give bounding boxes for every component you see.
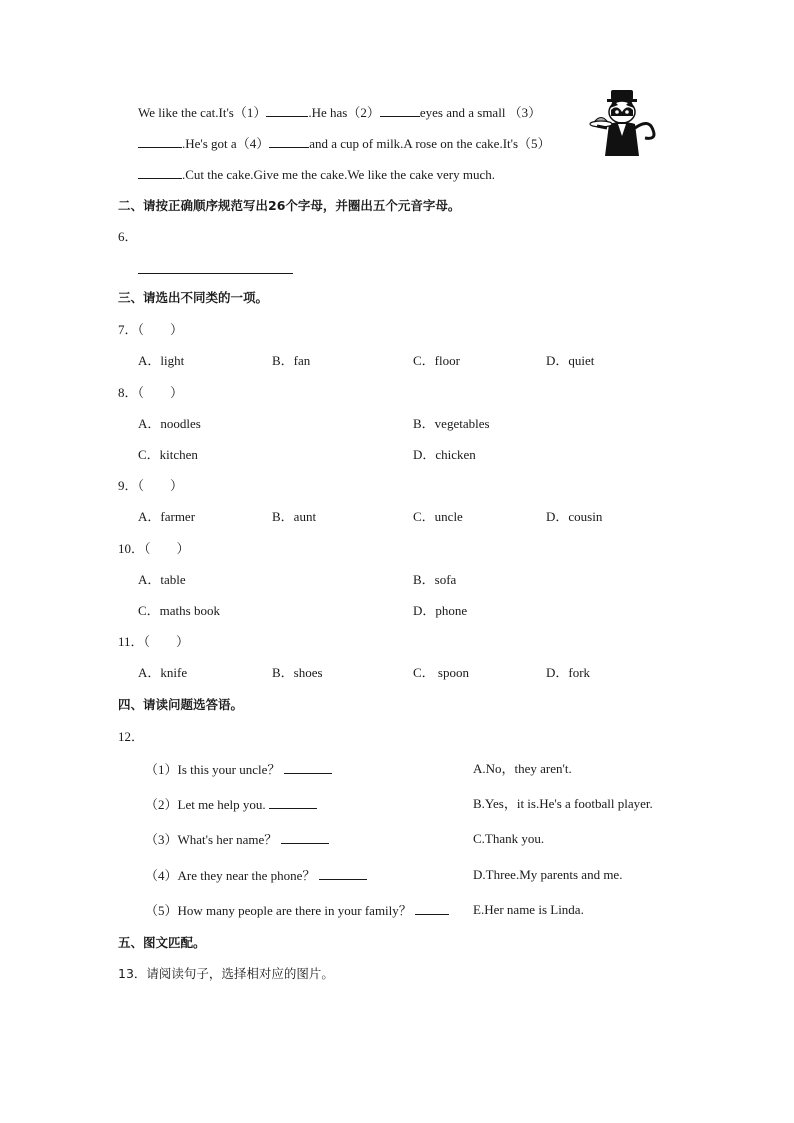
option-7c[interactable]: C．floor <box>413 353 460 368</box>
option-11c[interactable]: C． spoon <box>413 665 469 680</box>
option-10b[interactable]: B．sofa <box>413 572 457 587</box>
match-question-2 <box>145 796 317 813</box>
answer-option-d: D.Three.My parents and me. <box>473 867 623 882</box>
option-11b[interactable]: B．shoes <box>272 665 323 680</box>
section-3-heading: 三、请选出不同类的一项。 <box>118 290 269 305</box>
match-question-text: （4）Are they near the phone？ <box>145 868 316 883</box>
passage-text: eyes and a small （3） <box>419 105 542 120</box>
match-blank-4[interactable] <box>319 867 367 880</box>
answer-option-e: E.Her name is Linda. <box>473 902 584 917</box>
section-2-heading: 二、请按正确顺序规范写出26个字母，并圈出五个元音字母。 <box>118 198 461 213</box>
passage-text: We like the cat.It's（1） <box>138 105 267 120</box>
passage-text: .Cut the cake.Give me the cake.We like the cake very much. <box>182 167 495 182</box>
answer-blank-3[interactable] <box>138 135 182 148</box>
option-8c[interactable]: C．kitchen <box>138 447 198 462</box>
option-7d[interactable]: D．quiet <box>546 353 595 368</box>
match-blank-3[interactable] <box>281 831 329 844</box>
section-5-heading: 五、图文匹配。 <box>118 935 206 950</box>
question-8-number: 8．（ ） <box>118 385 184 400</box>
match-question-text: （5）How many people are there in your family？ <box>145 903 412 918</box>
question-11-number: 11．（ ） <box>118 634 190 649</box>
option-10a[interactable]: A．table <box>138 572 186 587</box>
cat-waiter-illustration <box>587 88 667 160</box>
match-question-3 <box>145 831 329 848</box>
option-10d[interactable]: D．phone <box>413 603 468 618</box>
match-question-4 <box>145 867 367 884</box>
option-11a[interactable]: A．knife <box>138 665 188 680</box>
question-9-number: 9．（ ） <box>118 478 184 493</box>
match-blank-1[interactable] <box>284 761 332 774</box>
alphabet-writing-line[interactable] <box>138 259 293 274</box>
passage-text: and a cup of milk.A rose on the cake.It's（5） <box>309 136 551 151</box>
answer-blank-4[interactable] <box>269 135 309 148</box>
answer-blank-1[interactable] <box>266 104 308 117</box>
option-9d[interactable]: D．cousin <box>546 509 603 524</box>
option-9a[interactable]: A．farmer <box>138 509 196 524</box>
match-question-text: （2）Let me help you. <box>145 797 266 812</box>
passage-line-3 <box>138 166 495 183</box>
question-7-number: 7．（ ） <box>118 322 184 337</box>
question-12-number: 12． <box>118 729 145 744</box>
option-8d[interactable]: D．chicken <box>413 447 476 462</box>
passage-text: .He's got a（4） <box>182 136 270 151</box>
question-13-prompt: 13．请阅读句子，选择相对应的图片。 <box>118 966 334 981</box>
option-11d[interactable]: D．fork <box>546 665 591 680</box>
match-blank-5[interactable] <box>415 902 449 915</box>
passage-text: .He has（2） <box>308 105 380 120</box>
option-9c[interactable]: C．uncle <box>413 509 463 524</box>
option-7a[interactable]: A．light <box>138 353 185 368</box>
answer-blank-5[interactable] <box>138 166 182 179</box>
answer-blank-2[interactable] <box>380 104 420 117</box>
answer-option-c: C.Thank you. <box>473 831 545 846</box>
match-question-text: （1）Is this your uncle？ <box>145 762 281 777</box>
option-8a[interactable]: A．noodles <box>138 416 201 431</box>
match-question-5 <box>145 902 449 919</box>
option-8b[interactable]: B．vegetables <box>413 416 490 431</box>
passage-line-2 <box>138 135 551 152</box>
match-question-1 <box>145 761 332 778</box>
option-9b[interactable]: B．aunt <box>272 509 317 524</box>
match-blank-2[interactable] <box>269 796 317 809</box>
answer-option-a: A.No，they aren't. <box>473 761 572 776</box>
section-4-heading: 四、请读问题选答语。 <box>118 697 244 712</box>
answer-option-b: B.Yes，it is.He's a football player. <box>473 796 653 811</box>
option-10c[interactable]: C．maths book <box>138 603 220 618</box>
passage-line-1 <box>138 104 541 121</box>
question-10-number: 10．（ ） <box>118 541 190 556</box>
match-question-text: （3）What's her name？ <box>145 832 278 847</box>
question-6-number: 6． <box>118 229 138 244</box>
option-7b[interactable]: B．fan <box>272 353 311 368</box>
